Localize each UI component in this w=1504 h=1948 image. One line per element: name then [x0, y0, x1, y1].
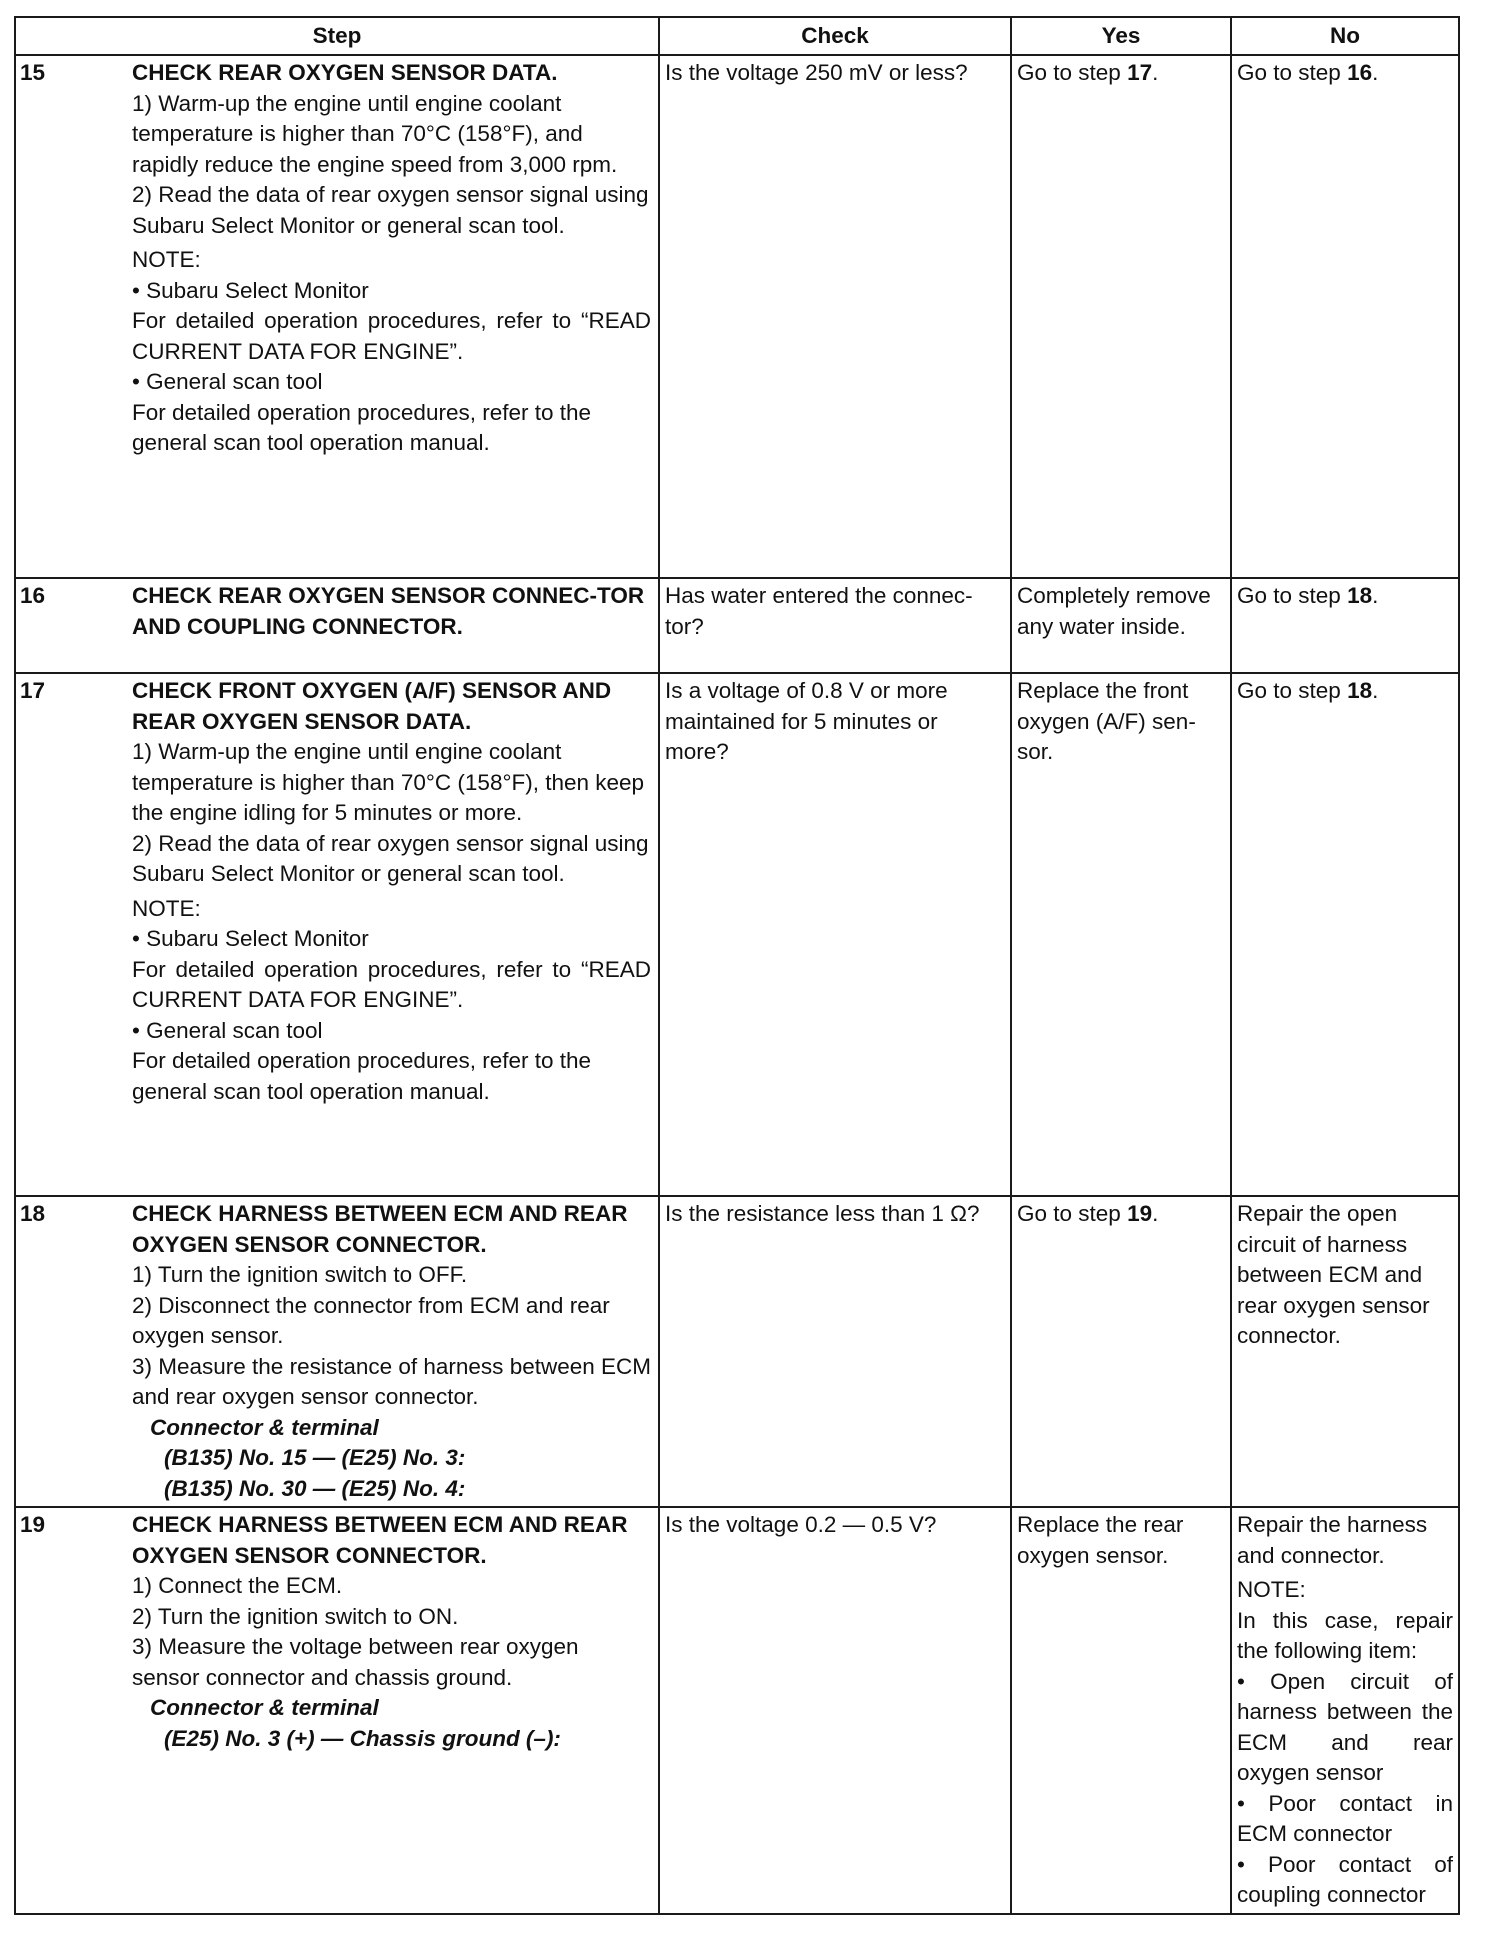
note-label: NOTE: [132, 247, 201, 272]
yes-cell: Replace the front oxygen (A/F) sen-sor. [1011, 673, 1231, 1196]
yes-prefix: Go to step [1017, 1201, 1128, 1226]
table-row [15, 673, 1459, 1196]
step-cell [15, 55, 659, 578]
diagnostic-table [14, 16, 1460, 1915]
no-cell [1231, 55, 1459, 578]
yes-cell [1011, 55, 1231, 578]
step-title: CHECK REAR OXYGEN SENSOR CONNEC-TOR AND COUPLING CONNECTOR. [132, 583, 645, 639]
note-text: For detailed operation procedures, refer to the general scan tool operation manual. [132, 399, 592, 455]
no-suffix: . [1372, 678, 1379, 703]
connector-line: (B135) No. 30 — (E25) No. 4: [164, 1475, 466, 1501]
check-cell: Is the voltage 0.2 — 0.5 V? [659, 1507, 1011, 1914]
header-step: Step [15, 17, 659, 55]
step-title: CHECK REAR OXYGEN SENSOR DATA. [132, 60, 558, 85]
yes-prefix: Go to step [1017, 60, 1128, 85]
connector-label: Connector & terminal [150, 1695, 379, 1720]
step-cell [15, 673, 659, 1196]
note-bullet: • Poor contact in ECM connector [1237, 1789, 1453, 1850]
note-intro: In this case, repair the following item: [1237, 1607, 1453, 1663]
connector-line: (B135) No. 15 — (E25) No. 3: [164, 1445, 466, 1470]
note-bullet: • Subaru Select Monitor [132, 276, 651, 307]
step-cell [15, 578, 659, 673]
check-cell: Is a voltage of 0.8 V or more maintained for 5 minutes or more? [659, 673, 1011, 1196]
step-item: 3) Measure the resistance of harness between ECM and rear oxygen sensor connector. [132, 1353, 652, 1409]
step-number: 15 [20, 60, 46, 85]
step-title: CHECK HARNESS BETWEEN ECM AND REAR OXYGEN SENSOR CONNECTOR. [132, 1201, 628, 1257]
yes-suffix: . [1152, 1201, 1159, 1226]
no-text: Repair the harness and connector. [1237, 1512, 1428, 1568]
diagnostic-procedure-sheet [14, 16, 1458, 1920]
no-prefix: Go to step [1237, 60, 1348, 85]
check-cell: Is the resistance less than 1 Ω? [659, 1196, 1011, 1507]
note-bullet: • General scan tool [132, 367, 651, 398]
table-row [15, 1507, 1459, 1914]
table-row [15, 1196, 1459, 1507]
no-prefix: Go to step [1237, 583, 1348, 608]
step-title: CHECK HARNESS BETWEEN ECM AND REAR OXYGEN SENSOR CONNECTOR. [132, 1512, 628, 1568]
step-item: 1) Warm-up the engine until engine coolant temperature is higher than 70°C (158°F), then keep the engine idling for 5 minutes or more. [132, 739, 645, 825]
note-bullet: • Poor contact of coupling connector [1237, 1850, 1453, 1911]
no-cell: Repair the open circuit of harness between ECM and rear oxygen sensor connector. [1231, 1196, 1459, 1507]
yes-cell: Replace the rear oxygen sensor. [1011, 1507, 1231, 1914]
step-item: 1) Connect the ECM. [132, 1573, 343, 1598]
no-cell [1231, 673, 1459, 1196]
no-cell [1231, 578, 1459, 673]
step-number: 16 [20, 583, 46, 608]
step-item: 2) Disconnect the connector from ECM and rear oxygen sensor. [132, 1292, 610, 1348]
connector-label: Connector & terminal [150, 1414, 379, 1440]
step-cell [15, 1196, 659, 1507]
note-text: For detailed operation procedures, refer to “READ CURRENT DATA FOR ENGINE”. [132, 956, 651, 1012]
no-step-ref: 18 [1347, 678, 1373, 703]
step-title: CHECK FRONT OXYGEN (A/F) SENSOR AND REAR OXYGEN SENSOR DATA. [132, 678, 612, 734]
step-item: 2) Read the data of rear oxygen sensor signal using Subaru Select Monitor or general scan tool. [132, 182, 649, 238]
header-no: No [1231, 17, 1459, 55]
note-label: NOTE: [1237, 1577, 1306, 1602]
no-prefix: Go to step [1237, 678, 1348, 703]
note-bullet: • Open circuit of harness between the ECM and rear oxygen sensor [1237, 1667, 1453, 1789]
step-item: 3) Measure the voltage between rear oxygen sensor connector and chassis ground. [132, 1634, 579, 1690]
table-row [15, 578, 1459, 673]
yes-suffix: . [1152, 60, 1159, 85]
step-item: 1) Turn the ignition switch to OFF. [132, 1262, 468, 1287]
note-text: For detailed operation procedures, refer to “READ CURRENT DATA FOR ENGINE”. [132, 308, 651, 364]
header-check: Check [659, 17, 1011, 55]
table-row [15, 55, 1459, 578]
check-cell: Has water entered the connec-tor? [659, 578, 1011, 673]
step-number: 18 [20, 1201, 46, 1226]
header-yes: Yes [1011, 17, 1231, 55]
note-label: NOTE: [132, 895, 201, 921]
step-item: 1) Warm-up the engine until engine coolant temperature is higher than 70°C (158°F), and rapidly reduce the engine speed from 3,000 rpm. [132, 90, 618, 177]
step-item: 2) Turn the ignition switch to ON. [132, 1603, 459, 1629]
no-suffix: . [1372, 60, 1379, 85]
no-step-ref: 18 [1347, 583, 1373, 608]
note-bullet: • General scan tool [132, 1016, 651, 1047]
connector-line: (E25) No. 3 (+) — Chassis ground (–): [164, 1725, 561, 1751]
step-item: 2) Read the data of rear oxygen sensor signal using Subaru Select Monitor or general scan tool. [132, 830, 649, 886]
note-text: For detailed operation procedures, refer to the general scan tool operation manual. [132, 1048, 592, 1104]
no-step-ref: 16 [1347, 60, 1373, 85]
check-cell: Is the voltage 250 mV or less? [659, 55, 1011, 578]
step-number: 17 [20, 678, 46, 703]
step-number: 19 [20, 1512, 46, 1537]
no-cell [1231, 1507, 1459, 1914]
step-cell [15, 1507, 659, 1914]
yes-step-ref: 19 [1127, 1201, 1153, 1226]
yes-cell [1011, 1196, 1231, 1507]
note-bullet: • Subaru Select Monitor [132, 924, 651, 955]
table-header-row [15, 17, 1459, 55]
no-suffix: . [1372, 583, 1379, 608]
yes-step-ref: 17 [1127, 60, 1153, 85]
yes-cell: Completely remove any water inside. [1011, 578, 1231, 673]
